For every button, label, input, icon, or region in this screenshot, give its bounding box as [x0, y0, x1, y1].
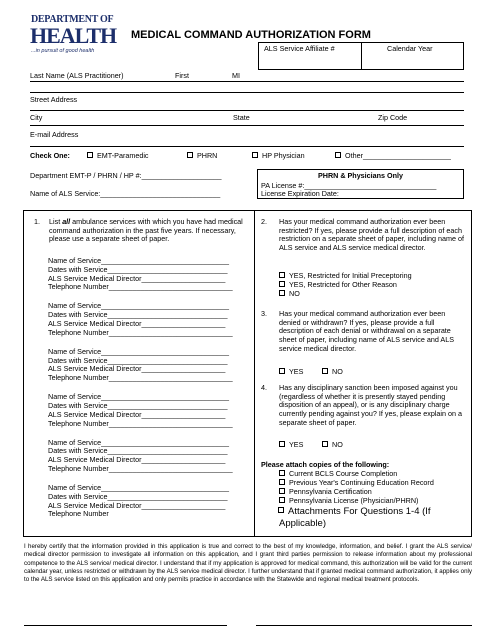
option-hp-physician[interactable]: HP Physician [252, 152, 305, 161]
attach-item[interactable]: Pennsylvania Certification [279, 488, 372, 497]
option-emt-paramedic[interactable]: EMT-Paramedic [87, 152, 149, 161]
signature-line-right[interactable] [256, 625, 472, 626]
checkbox-icon[interactable] [279, 441, 285, 447]
service-entry-line[interactable]: Name of Service________________________________ [48, 392, 230, 402]
last-name-label: Last Name (ALS Practitioner) [30, 71, 124, 80]
service-entry-line[interactable]: Dates with Service______________________________ [48, 310, 228, 320]
service-entry-line[interactable]: Name of Service________________________________ [48, 301, 230, 311]
logo-dept-text: DEPARTMENT OF [31, 14, 114, 25]
checkbox-icon[interactable] [322, 441, 328, 447]
affiliate-label: ALS Service Affiliate # [264, 44, 335, 53]
checkbox-icon[interactable] [279, 368, 285, 374]
logo-health-text: HEALTH [30, 23, 117, 48]
service-entry-line[interactable]: Name of Service________________________________ [48, 346, 230, 356]
zip-label: Zip Code [378, 113, 408, 122]
q3-yes[interactable]: YES [279, 368, 303, 377]
question-2-text: Has your medical command authorization ever been restricted? If yes, please provide a full description of each restriction on a separate sheet of paper, including name of ALS service and ALS service medical director. [279, 217, 464, 252]
signature-line-left[interactable] [24, 625, 227, 626]
logo-tagline: ...in pursuit of good health [31, 48, 95, 54]
phrn-box [257, 169, 464, 199]
service-entry-line[interactable]: Name of Service________________________________ [48, 437, 230, 447]
check-one-row [30, 152, 70, 161]
checkbox-icon[interactable] [279, 290, 285, 296]
checkbox-icon[interactable] [322, 368, 328, 374]
license-expiration-field[interactable]: License Expiration Date: [261, 189, 339, 198]
certification-text: I hereby certify that the information provided in this application is true and correct to the best of my knowledge, information, and belief. I grant the ALS service/ medical director permission to investigate all information on this application, and I grant third parties permission to release information about my professional competence to the ALS service/ medical director. I understand that if my application is approved for medical command, this authorization will be valid for the current calendar year, unless restricted or withdrawn by the ALS service medical director. I further understand that if granted medical command authorization, it applies only to the ALS service listed on this application and only permits practice in accordance with the Statewide and regional medical treatment protocols. [24, 543, 472, 583]
service-entry-line[interactable]: Dates with Service______________________________ [48, 355, 228, 365]
service-entry-line[interactable]: Name of Service________________________________ [48, 483, 230, 492]
service-entry-line[interactable]: Telephone Number [48, 509, 109, 519]
dept-number-field[interactable]: Department EMT-P / PHRN / HP #:____________________ [30, 171, 222, 180]
question-4-number: 4. [261, 383, 267, 392]
mi-label: MI [232, 71, 240, 80]
form-title: MEDICAL COMMAND AUTHORIZATION FORM [131, 29, 371, 41]
logo [28, 12, 117, 58]
service-entry-line[interactable]: Dates with Service______________________________ [48, 491, 228, 501]
service-entry-line[interactable]: Telephone Number_______________________________ [48, 373, 233, 383]
checkbox-icon[interactable] [279, 497, 285, 503]
checkbox-icon[interactable] [279, 281, 285, 287]
checkbox-icon[interactable] [278, 507, 284, 513]
year-label: Calendar Year [387, 44, 433, 53]
pa-license-field[interactable]: PA License #:_________________________________ [261, 181, 437, 190]
attach-title: Please attach copies of the following: [261, 460, 390, 469]
service-entry-line[interactable]: ALS Service Medical Director_____________________ [48, 364, 226, 374]
question-3-number: 3. [261, 309, 267, 318]
service-entry-line[interactable]: Dates with Service______________________________ [48, 446, 228, 456]
q4-no[interactable]: NO [322, 441, 343, 450]
checkbox-icon[interactable] [279, 272, 285, 278]
question-1-text: List all ambulance services with which you have had medical command authorization in the past five years. If necessary, please use a separate sheet of paper. [49, 217, 243, 244]
service-entry-line[interactable]: Telephone Number_______________________________ [48, 464, 233, 473]
service-entry-line[interactable]: ALS Service Medical Director_____________________ [48, 273, 226, 283]
column-divider [254, 211, 255, 536]
service-entry-line[interactable]: ALS Service Medical Director_____________________ [48, 409, 226, 419]
q3-no[interactable]: NO [322, 368, 343, 377]
service-entry-line[interactable]: Dates with Service______________________________ [48, 401, 228, 410]
checkbox-icon[interactable] [335, 152, 341, 158]
first-name-label: First [175, 71, 189, 80]
checkbox-icon[interactable] [279, 470, 285, 476]
q4-yes[interactable]: YES [279, 441, 303, 450]
question-4-text: Has any disciplinary sanction been imposed against you (regardless of whether it is presently stayed pending disposition of an appeal), or is any disciplinary charge currently pending against you? If yes, please explain on a separate sheet of paper. [279, 383, 463, 427]
service-entry-line[interactable]: ALS Service Medical Director_____________________ [48, 319, 226, 328]
service-entry-line[interactable]: ALS Service Medical Director_____________________ [48, 500, 226, 510]
checkbox-icon[interactable] [87, 152, 93, 158]
checkbox-icon[interactable] [187, 152, 193, 158]
city-label: City [30, 113, 43, 122]
street-label: Street Address [30, 95, 78, 104]
state-label: State [233, 113, 250, 122]
service-entry-line[interactable]: Telephone Number_______________________________ [48, 327, 233, 337]
attach-item[interactable]: Previous Year's Continuing Education Record [279, 479, 434, 488]
question-1-number: 1. [34, 217, 40, 226]
als-service-name-field[interactable]: Name of ALS Service:______________________________ [30, 189, 221, 198]
header-box [258, 42, 464, 70]
attach-item[interactable]: Pennsylvania License (Physician/PHRN) [279, 497, 418, 506]
service-entry-line[interactable]: ALS Service Medical Director_____________________ [48, 455, 226, 465]
question-2-number: 2. [261, 217, 267, 226]
checkbox-icon[interactable] [279, 479, 285, 485]
name-underline [30, 81, 464, 82]
q2-option-other[interactable]: YES, Restricted for Other Reason [279, 281, 397, 290]
checkbox-icon[interactable] [279, 488, 285, 494]
checkbox-icon[interactable] [252, 152, 258, 158]
attach-item[interactable]: Current BCLS Course Completion [279, 470, 397, 479]
option-phrn[interactable]: PHRN [187, 152, 217, 161]
phrn-box-title: PHRN & Physicians Only [317, 171, 404, 180]
service-entry-line[interactable]: Telephone Number_______________________________ [48, 282, 233, 292]
question-3-text: Has your medical command authorization ever been denied or withdrawn? If yes, please provide a full description of each denial or withdrawal on a separate sheet of paper, including name of ALS service and ALS service medical director. [279, 309, 455, 353]
email-label: E-mail Address [30, 130, 79, 139]
q2-option-initial[interactable]: YES, Restricted for Initial Preceptoring [279, 272, 412, 281]
option-other[interactable]: Other______________________ [335, 152, 451, 161]
service-entry-line[interactable]: Telephone Number_______________________________ [48, 418, 233, 428]
check-one-label: Check One: [30, 151, 70, 160]
attach-big-item[interactable]: Attachments For Questions 1-4 (If Applicable) [279, 506, 431, 530]
service-entry-line[interactable]: Name of Service________________________________ [48, 256, 230, 265]
q2-option-no[interactable]: NO [279, 290, 300, 299]
service-entry-line[interactable]: Dates with Service______________________________ [48, 264, 228, 274]
